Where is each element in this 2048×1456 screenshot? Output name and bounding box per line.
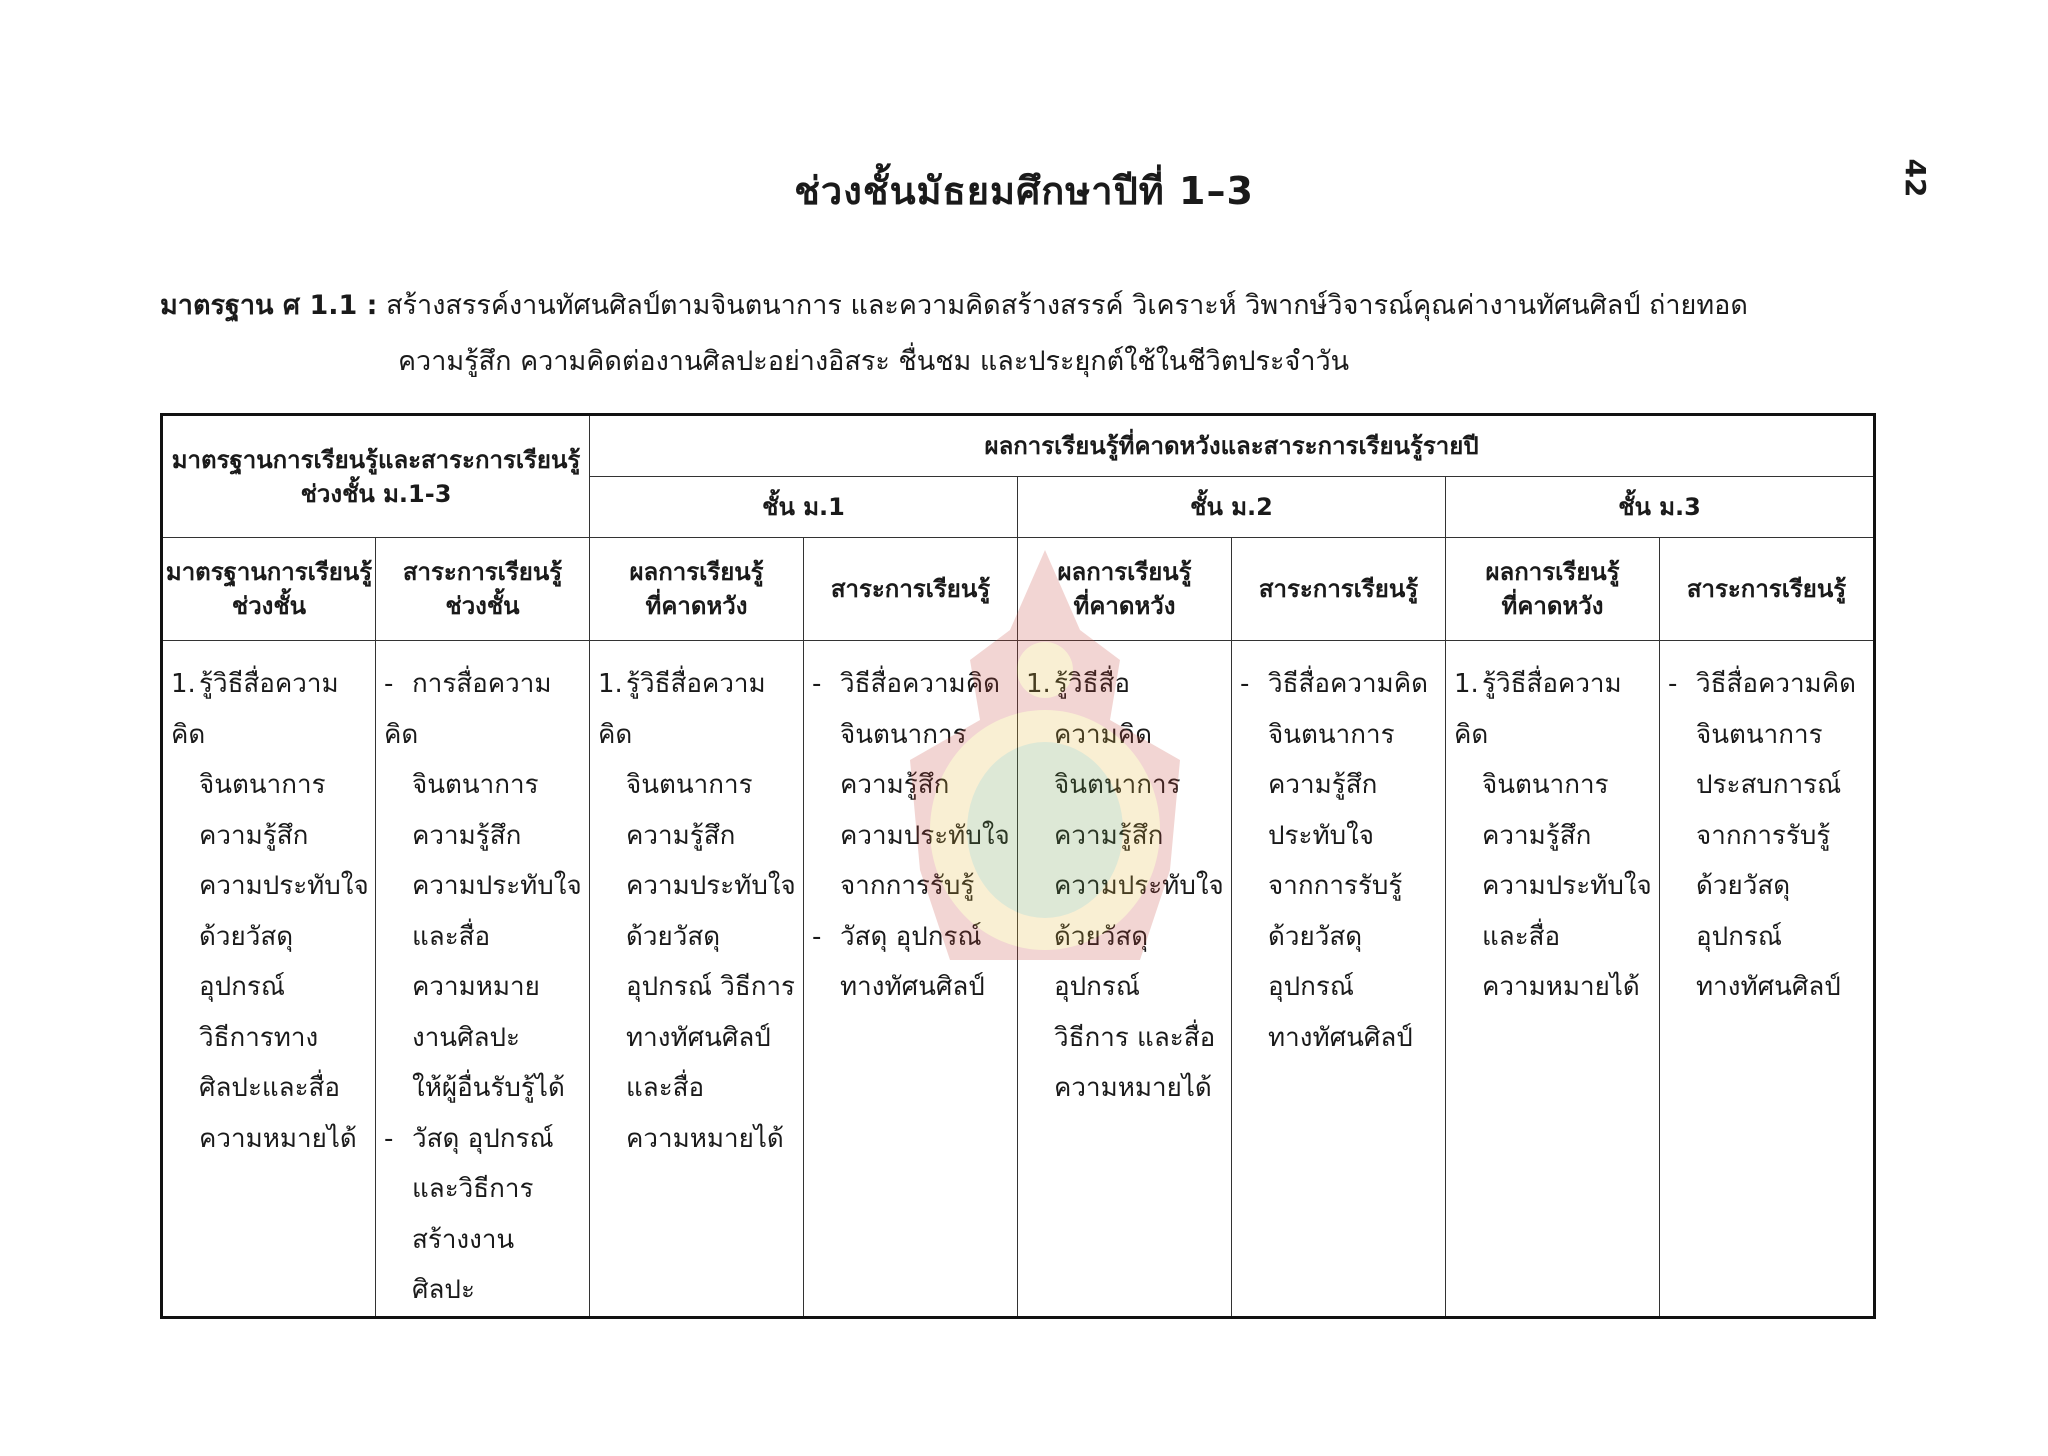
page-title: ช่วงชั้นมัธยมศึกษาปีที่ 1–3 — [794, 169, 1254, 213]
list-item-text: ทางทัศนศิลป์ — [1696, 972, 1841, 1002]
list-item — [598, 861, 797, 912]
list-item — [384, 962, 583, 1013]
grade-header-m3: ชั้น ม.3 — [1446, 477, 1875, 538]
list-item-text: จินตนาการ — [626, 770, 753, 800]
list-item-text: จากการรับรู้ — [1696, 820, 1831, 851]
list-item — [384, 861, 583, 912]
page-number: 42 — [1899, 158, 1932, 198]
col-header-content-m2: สาระการเรียนรู้ — [1232, 538, 1446, 641]
col-header-line1: สาระการเรียนรู้ — [402, 558, 563, 586]
list-item — [598, 1013, 797, 1064]
list-item-text: ความคิด — [1054, 719, 1153, 750]
list-item — [384, 912, 583, 963]
list-item — [1240, 659, 1439, 710]
cell-outcome-m3 — [1446, 641, 1660, 1318]
col-header-line1: ผลการเรียนรู้ — [629, 558, 764, 586]
item-list — [1446, 641, 1659, 1013]
list-item-text: ความรู้สึก — [840, 770, 950, 800]
item-list — [804, 641, 1017, 1013]
list-item — [598, 1114, 797, 1165]
list-item-text: และสื่อ — [412, 921, 491, 952]
list-item-text: จินตนาการ — [1696, 719, 1823, 750]
list-item-text: ด้วยวัสดุ — [1268, 921, 1363, 952]
list-item — [812, 659, 1011, 710]
list-item — [1240, 811, 1439, 862]
list-item-text: จินตนาการ — [199, 770, 326, 800]
list-item-text: และสื่อ — [626, 1073, 705, 1103]
col-header-content-m3: สาระการเรียนรู้ — [1660, 538, 1875, 641]
list-item — [1026, 861, 1225, 912]
list-item — [1454, 962, 1653, 1013]
list-item — [812, 962, 1011, 1013]
grade-header-m1: ชั้น ม.1 — [590, 477, 1018, 538]
list-item — [1240, 760, 1439, 811]
list-item-text: การสื่อความคิด — [384, 669, 552, 750]
list-item-text: สร้างงาน — [412, 1224, 515, 1255]
list-marker: - — [812, 669, 822, 699]
left-group-header — [162, 415, 590, 538]
list-marker: 1. — [1454, 669, 1479, 699]
list-item — [1026, 659, 1225, 710]
list-item — [812, 710, 1011, 761]
list-item-text: ความประทับใจ — [626, 871, 796, 901]
list-item — [1668, 962, 1867, 1013]
col-header-content-m1: สาระการเรียนรู้ — [804, 538, 1018, 641]
list-item-text: จินตนาการ — [840, 719, 967, 750]
list-item-text: ความประทับใจ — [1482, 871, 1652, 901]
list-item-text: ความรู้สึก — [1482, 820, 1592, 851]
list-item-text: ทางทัศนศิลป์ — [840, 972, 985, 1002]
list-item — [598, 912, 797, 963]
list-marker: - — [384, 669, 394, 699]
left-group-header-line2: ช่วงชั้น ม.1-3 — [300, 479, 452, 508]
list-item-text: ความประทับใจ — [1054, 871, 1224, 901]
col-header-line2: ที่คาดหวัง — [1073, 592, 1176, 620]
list-item — [384, 1114, 583, 1165]
list-marker: - — [1668, 669, 1678, 699]
list-marker: 1. — [598, 669, 623, 699]
list-item-text: จินตนาการ — [1482, 770, 1609, 800]
col-header-outcome-m1 — [590, 538, 804, 641]
list-item — [171, 811, 369, 862]
standard-statement — [160, 278, 1880, 390]
list-item — [384, 1164, 583, 1215]
list-item — [384, 1265, 583, 1316]
standard-text-line1: สร้างสรรค์งานทัศนศิลป์ตามจินตนาการ และความคิดสร้างสรรค์ วิเคราะห์ วิพากษ์วิจารณ์คุณค่างานทัศนศิลป์ ถ่ายทอด — [386, 290, 1748, 321]
list-item — [1454, 861, 1653, 912]
list-item-text: ด้วยวัสดุ — [1054, 921, 1149, 952]
list-item — [1454, 659, 1653, 760]
list-item — [384, 1215, 583, 1266]
curriculum-table — [160, 413, 1876, 1319]
list-item — [171, 1013, 369, 1064]
list-item-text: ความรู้สึก — [199, 820, 309, 851]
list-marker: 1. — [1026, 669, 1051, 699]
list-item-text: จินตนาการ — [1054, 770, 1181, 800]
list-item-text: และวิธีการ — [412, 1174, 534, 1204]
list-item — [812, 861, 1011, 912]
col-header-standard-range — [162, 538, 376, 641]
col-header-line2: ช่วงชั้น — [231, 592, 307, 620]
list-item-text: ความประทับใจ — [412, 871, 582, 901]
list-item-text: ความรู้สึก — [1054, 820, 1164, 851]
grade-header-m2: ชั้น ม.2 — [1018, 477, 1446, 538]
list-item — [1240, 861, 1439, 912]
list-item — [1240, 962, 1439, 1013]
cell-content-range — [376, 641, 590, 1318]
list-item — [598, 760, 797, 811]
list-item — [384, 811, 583, 862]
list-item-text: ศิลปะ — [412, 1275, 475, 1305]
list-item-text: ศิลปะและสื่อ — [199, 1073, 341, 1103]
list-marker: - — [384, 1123, 394, 1154]
list-item-text: รู้วิธีสื่อความคิด — [1454, 669, 1622, 750]
item-list — [163, 641, 375, 1164]
right-group-header: ผลการเรียนรู้ที่คาดหวังและสาระการเรียนรู้รายปี — [590, 415, 1875, 477]
list-item — [598, 811, 797, 862]
list-item — [1026, 912, 1225, 963]
list-item-text: ให้ผู้อื่นรับรู้ได้ — [412, 1073, 565, 1103]
list-item — [1240, 1013, 1439, 1064]
col-header-line1: มาตรฐานการเรียนรู้ — [165, 558, 373, 586]
list-item — [1026, 1063, 1225, 1114]
list-item — [1240, 710, 1439, 761]
col-header-line2: ที่คาดหวัง — [1501, 592, 1604, 620]
list-marker: - — [1240, 669, 1250, 699]
list-item-text: ความรู้สึก — [626, 820, 736, 851]
list-item — [812, 912, 1011, 963]
list-item — [171, 912, 369, 963]
list-item-text: วิธีการทาง — [199, 1022, 319, 1053]
list-item — [171, 760, 369, 811]
list-item-text: ทางทัศนศิลป์ — [1268, 1022, 1413, 1053]
list-item-text: วัสดุ อุปกรณ์ — [840, 921, 982, 952]
list-item-text: ด้วยวัสดุ — [1696, 871, 1791, 901]
list-item — [384, 659, 583, 760]
item-list — [590, 641, 803, 1164]
list-item — [384, 1063, 583, 1114]
list-item — [171, 659, 369, 760]
list-item-text: ความหมายได้ — [199, 1123, 357, 1154]
col-header-content-range — [376, 538, 590, 641]
list-item-text: ประทับใจ — [1268, 820, 1375, 851]
cell-outcome-m1 — [590, 641, 804, 1318]
list-item-text: ประสบการณ์ — [1696, 770, 1842, 800]
standard-label: มาตรฐาน ศ 1.1 : — [160, 290, 378, 321]
list-item — [1026, 962, 1225, 1013]
list-item — [598, 1063, 797, 1114]
list-item — [1668, 811, 1867, 862]
list-item-text: ทางทัศนศิลป์ — [626, 1022, 771, 1053]
list-item — [384, 760, 583, 811]
list-item — [1454, 760, 1653, 811]
list-item — [598, 962, 797, 1013]
list-item — [812, 811, 1011, 862]
list-item — [1668, 760, 1867, 811]
list-item-text: ความหมายได้ — [1054, 1073, 1212, 1103]
list-item-text: อุปกรณ์ วิธีการ — [626, 972, 796, 1002]
list-marker: 1. — [171, 669, 196, 699]
list-item-text: ความหมายได้ — [626, 1123, 784, 1154]
list-item-text: ด้วยวัสดุ — [199, 921, 294, 952]
item-list — [1232, 641, 1445, 1063]
list-item — [1668, 912, 1867, 963]
list-item-text: อุปกรณ์ — [1054, 972, 1140, 1002]
list-item-text: อุปกรณ์ — [1696, 921, 1782, 952]
list-item — [1026, 760, 1225, 811]
list-item-text: วิธีสื่อความคิด — [1696, 669, 1856, 699]
list-item-text: ด้วยวัสดุ — [626, 921, 721, 952]
list-item — [598, 659, 797, 760]
col-header-line2: ช่วงชั้น — [445, 592, 520, 620]
list-item-text: ความประทับใจ — [840, 820, 1010, 851]
col-header-line2: ที่คาดหวัง — [645, 592, 748, 620]
list-item — [1668, 710, 1867, 761]
list-item — [1026, 710, 1225, 761]
list-item — [1668, 659, 1867, 710]
standard-text-line2: ความรู้สึก ความคิดต่องานศิลปะอย่างอิสระ ชื่นชม และประยุกต์ใช้ในชีวิตประจำวัน — [398, 346, 1350, 377]
cell-content-m1 — [804, 641, 1018, 1318]
item-list — [1660, 641, 1873, 1013]
list-item-text: จินตนาการ — [1268, 719, 1395, 750]
list-item-text: งานศิลปะ — [412, 1022, 520, 1053]
list-item-text: ความหมายได้ — [1482, 972, 1640, 1002]
list-item-text: ความประทับใจ — [199, 871, 369, 901]
list-item — [1026, 1013, 1225, 1064]
list-item-text: ความรู้สึก — [1268, 770, 1378, 800]
list-item — [171, 1063, 369, 1114]
cell-standard-range — [162, 641, 376, 1318]
list-item-text: วัสดุ อุปกรณ์ — [412, 1123, 554, 1154]
list-item-text: จินตนาการ — [412, 770, 539, 800]
cell-content-m3 — [1660, 641, 1875, 1318]
list-item-text: วิธีสื่อความคิด — [840, 669, 1000, 699]
list-item-text: อุปกรณ์ — [1268, 972, 1354, 1002]
list-item-text: ความหมาย — [412, 972, 540, 1002]
list-item-text: รู้วิธีสื่อ — [1054, 669, 1130, 699]
list-item — [812, 760, 1011, 811]
list-item-text: จากการรับรู้ — [840, 871, 975, 901]
list-item-text: อุปกรณ์ — [199, 972, 285, 1002]
list-item — [1240, 912, 1439, 963]
list-item — [171, 962, 369, 1013]
list-item-text: วิธีสื่อความคิด — [1268, 669, 1428, 699]
cell-outcome-m2 — [1018, 641, 1232, 1318]
list-item — [171, 1114, 369, 1165]
list-item — [1454, 912, 1653, 963]
list-item-text: และสื่อ — [1482, 921, 1561, 952]
item-list — [376, 641, 589, 1316]
list-item-text: รู้วิธีสื่อความคิด — [598, 669, 766, 750]
item-list — [1018, 641, 1231, 1114]
left-group-header-line1: มาตรฐานการเรียนรู้และสาระการเรียนรู้ — [171, 445, 581, 474]
cell-content-m2 — [1232, 641, 1446, 1318]
list-item-text: วิธีการ และสื่อ — [1054, 1022, 1216, 1053]
list-item — [171, 861, 369, 912]
list-item-text: จากการรับรู้ — [1268, 871, 1403, 901]
list-item — [384, 1013, 583, 1064]
col-header-outcome-m2 — [1018, 538, 1232, 641]
list-item — [1026, 811, 1225, 862]
list-item — [1668, 861, 1867, 912]
col-header-outcome-m3 — [1446, 538, 1660, 641]
list-item-text: ความรู้สึก — [412, 820, 522, 851]
list-marker: - — [812, 921, 822, 952]
list-item-text: รู้วิธีสื่อความคิด — [171, 669, 339, 750]
col-header-line1: ผลการเรียนรู้ — [1485, 558, 1620, 586]
col-header-line1: ผลการเรียนรู้ — [1057, 558, 1192, 586]
list-item — [1454, 811, 1653, 862]
